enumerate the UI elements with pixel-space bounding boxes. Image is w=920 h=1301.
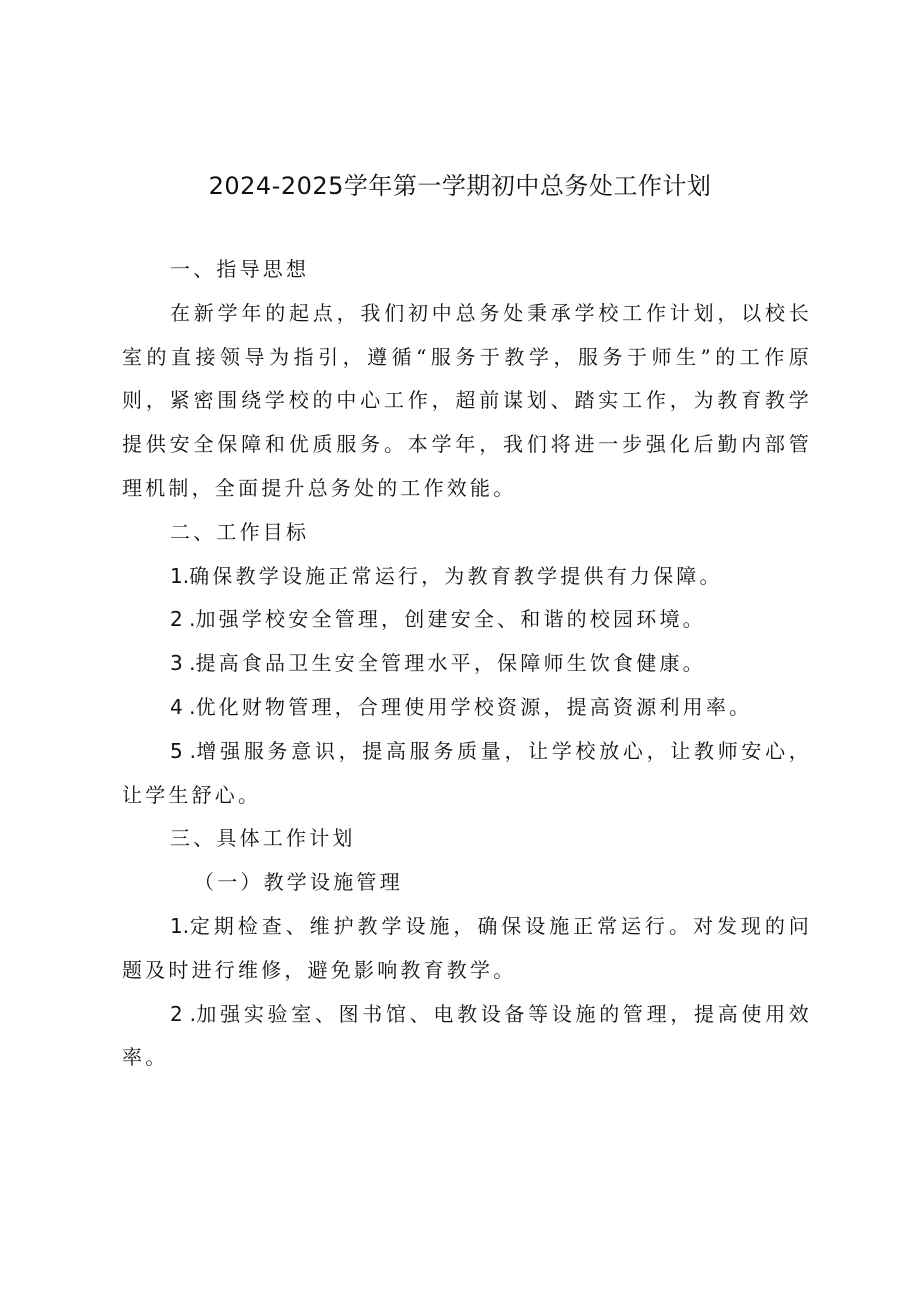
list-text: 提高食品卫生安全管理水平，保障师生饮食健康。 [195, 651, 706, 676]
list-item-goal-4 [122, 686, 812, 730]
paragraph-guiding-ideology: 在新学年的起点，我们初中总务处秉承学校工作计划，以校长室的直接领导为指引，遵循“服务于教学，服务于师生”的工作原则，紧密围绕学校的中心工作，超前谋划、踏实工作，为教育教学提供安全保障和优质服务。本学年，我们将进一步强化后勤内部管理机制，全面提升总务处的工作效能。 [122, 300, 812, 500]
list-text: 增强服务意识，提高服务质量，让学校放心，让教师安心，让学生舒心。 [122, 738, 812, 807]
section-heading-work-plan: 三、具体工作计划 [170, 826, 356, 851]
list-number: 3 . [170, 651, 196, 676]
list-item-plan-1 [122, 905, 812, 993]
section-heading-guiding-ideology: 一、指导思想 [170, 257, 310, 281]
list-item-goal-2 [122, 598, 812, 642]
subsection-heading-facilities: （一）教学设施管理 [194, 870, 403, 895]
list-number: 1. [170, 913, 190, 938]
list-number: 4 . [170, 694, 196, 719]
list-item-goal-1 [122, 555, 812, 599]
list-number: 2 . [170, 1001, 196, 1026]
document-title: 2024-2025学年第一学期初中总务处工作计划 [208, 172, 712, 200]
list-item-goal-3 [122, 642, 812, 686]
list-text: 加强学校安全管理，创建安全、和谐的校园环境。 [195, 607, 706, 632]
list-text: 优化财物管理，合理使用学校资源，提高资源利用率。 [195, 694, 753, 719]
section-heading-work-goals: 二、工作目标 [170, 519, 310, 544]
list-number: 1. [170, 563, 190, 588]
list-item-plan-2 [122, 993, 812, 1081]
list-text: 加强实验室、图书馆、电教设备等设施的管理，提高使用效率。 [122, 1001, 812, 1070]
list-number: 2 . [170, 607, 196, 632]
list-text: 确保教学设施正常运行，为教育教学提供有力保障。 [189, 563, 723, 588]
list-text: 定期检查、维护教学设施，确保设施正常运行。对发现的问题及时进行维修，避免影响教育教学。 [122, 913, 812, 982]
list-item-goal-5 [122, 730, 812, 818]
document-body [122, 248, 812, 1080]
list-number: 5 . [170, 738, 196, 763]
